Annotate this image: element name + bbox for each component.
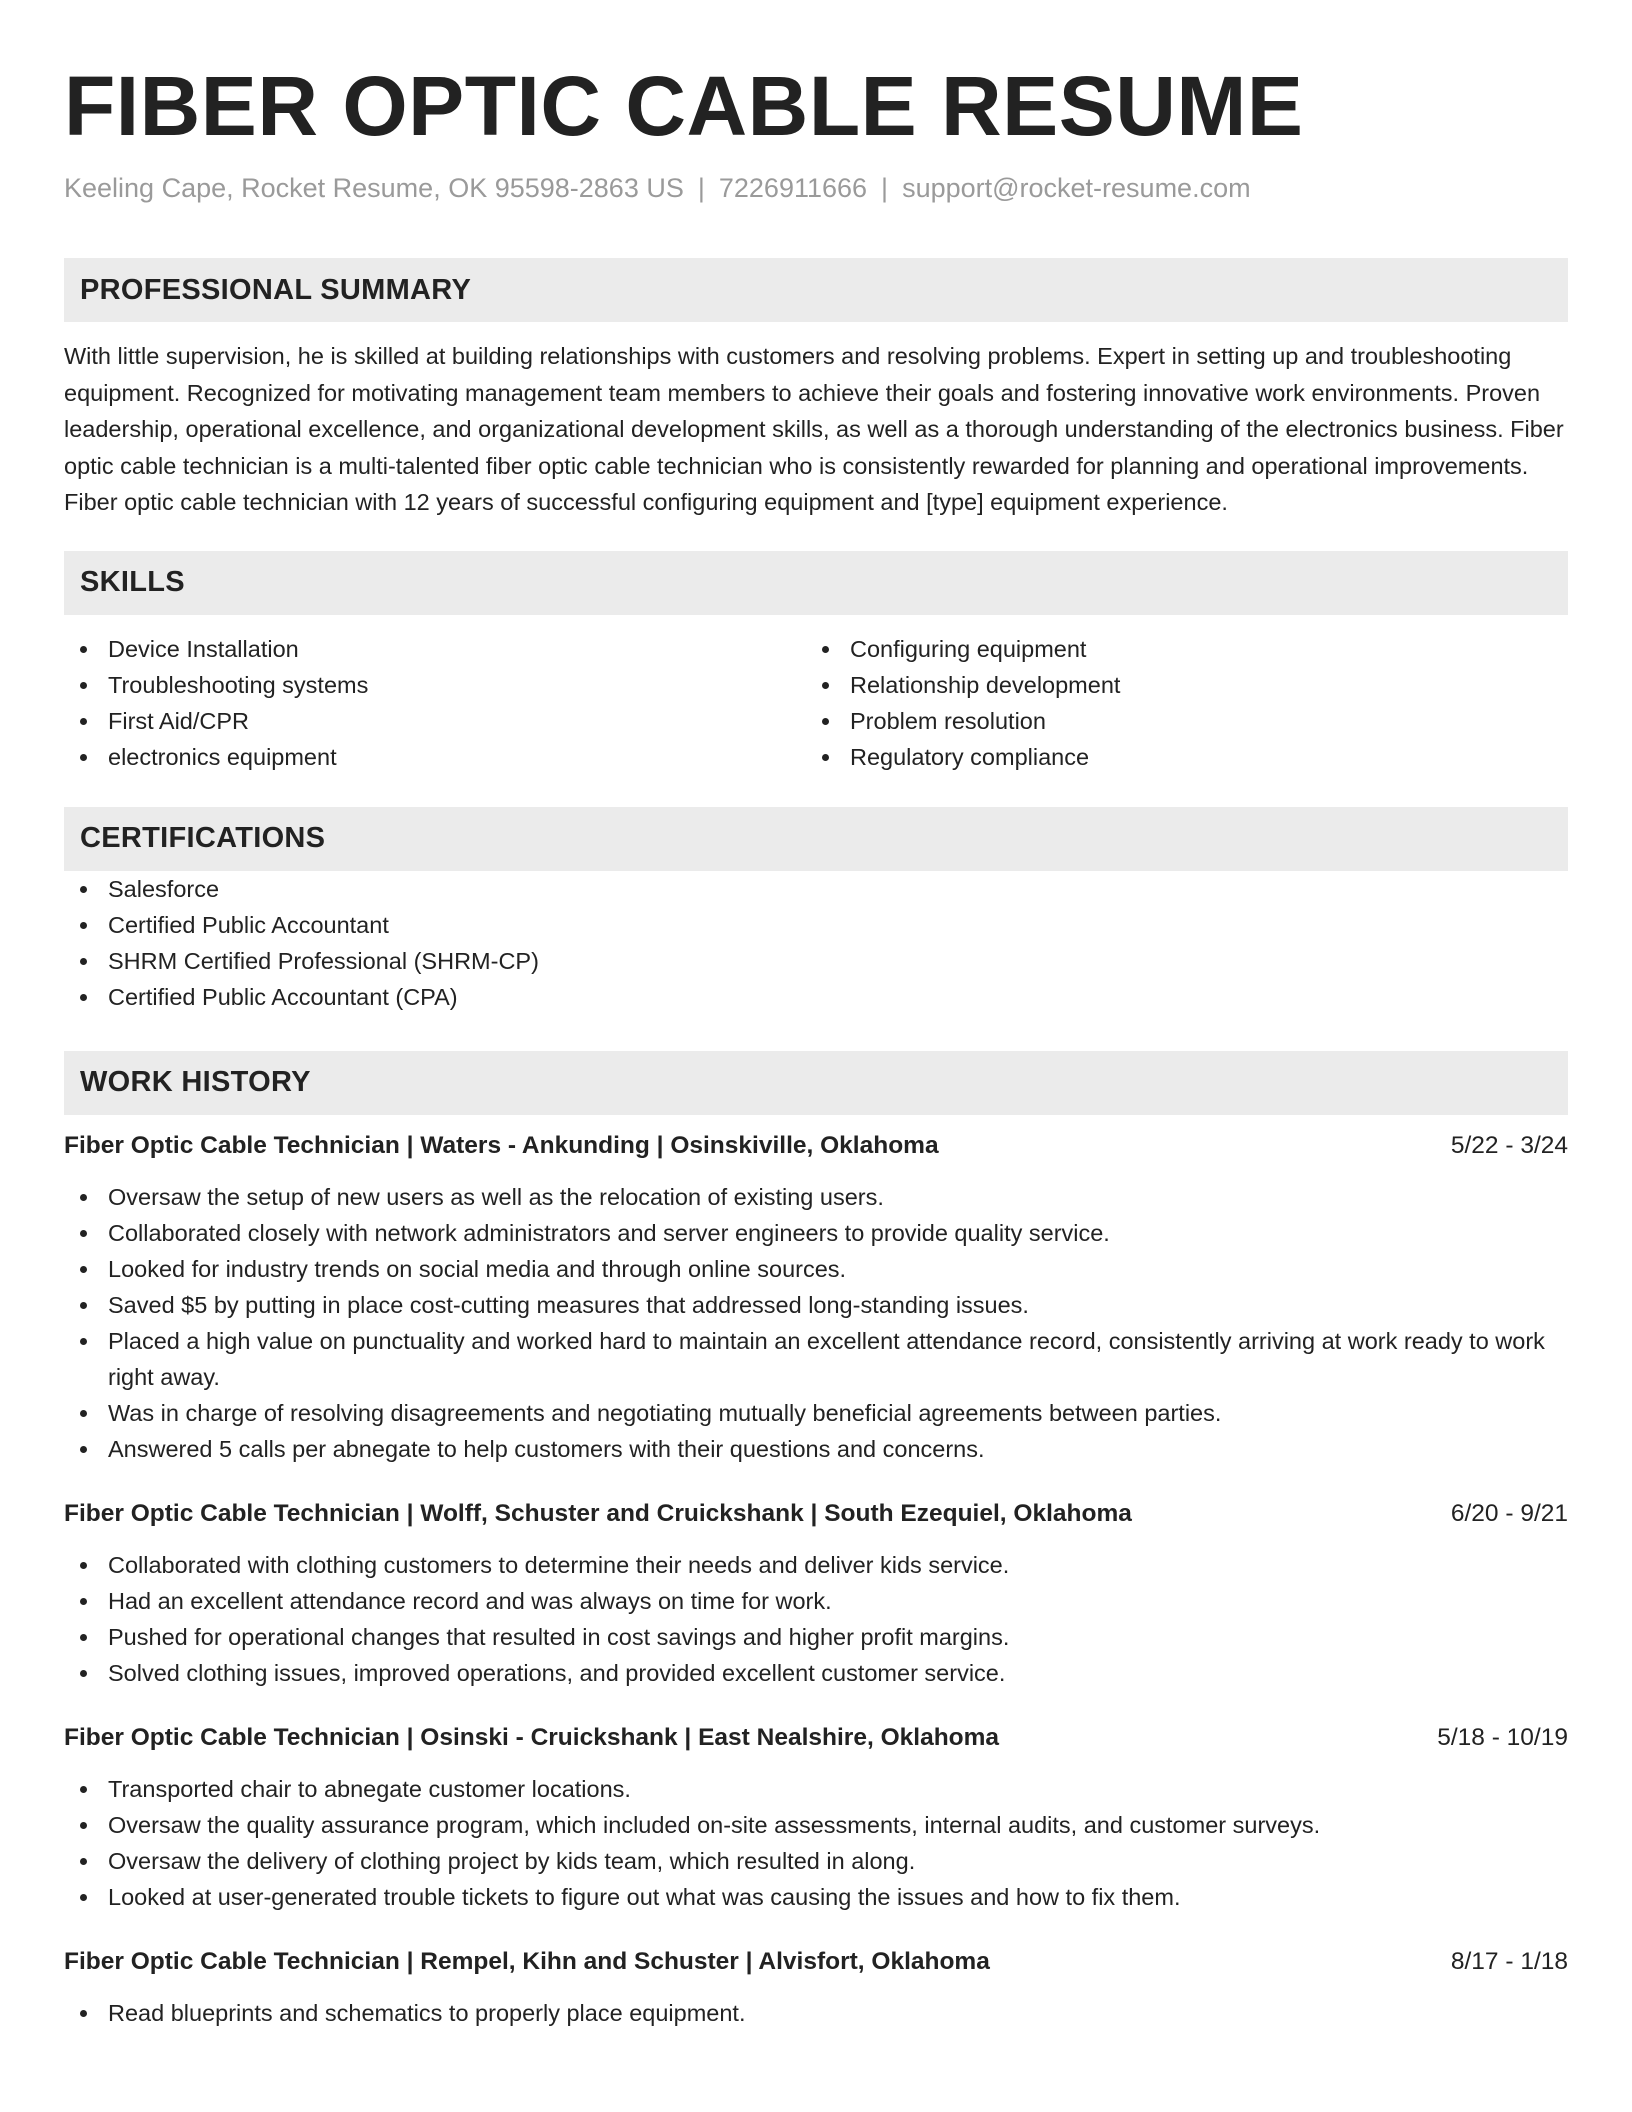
job-title: Fiber Optic Cable Technician | Rempel, Kihn and Schuster | Alvisfort, Oklahoma <box>64 1947 990 1975</box>
skill-item: Troubleshooting systems <box>64 667 806 703</box>
skill-item: First Aid/CPR <box>64 703 806 739</box>
job-bullet: Saved $5 by putting in place cost-cutting measures that addressed long-standing issues. <box>64 1287 1568 1323</box>
job-bullet: Looked for industry trends on social media and through online sources. <box>64 1251 1568 1287</box>
skill-item: Configuring equipment <box>806 631 1548 667</box>
resume-title: FIBER OPTIC CABLE RESUME <box>64 59 1304 153</box>
summary-text: With little supervision, he is skilled at building relationships with customers and resolving problems. Expert in setting up and troubleshooting equipment. Recognized for motivating management team members to achieve their goals and fostering innovative work environments. Proven leadership, operational excellence, and organizational development skills, as well as a thorough understanding of the electronics business. Fiber optic cable technician is a multi-talented fiber optic cable technician who is consistently rewarded for planning and operational improvements. Fiber optic cable technician with 12 years of successful configuring equipment and [type] equipment experience. <box>64 343 1564 515</box>
job-bullet: Oversaw the setup of new users as well as the relocation of existing users. <box>64 1179 1568 1215</box>
job-bullet: Collaborated with clothing customers to determine their needs and deliver kids service. <box>64 1547 1568 1583</box>
job-bullet: Answered 5 calls per abnegate to help customers with their questions and concerns. <box>64 1431 1568 1467</box>
job-bullet: Collaborated closely with network administrators and server engineers to provide quality service. <box>64 1215 1568 1251</box>
job-bullets <box>64 1547 1568 1691</box>
job-entry <box>64 1721 1568 1915</box>
job-title: Fiber Optic Cable Technician | Wolff, Schuster and Cruickshank | South Ezequiel, Oklahoma <box>64 1499 1132 1527</box>
skill-item: Regulatory compliance <box>806 739 1548 775</box>
skills-column-left <box>64 631 806 775</box>
job-bullets <box>64 1995 1568 2031</box>
job-bullets <box>64 1179 1568 1467</box>
job-bullet: Transported chair to abnegate customer locations. <box>64 1771 1568 1807</box>
section-header-skills: SKILLS <box>64 551 1568 615</box>
job-bullet: Looked at user-generated trouble tickets to figure out what was causing the issues and how to fix them. <box>64 1879 1568 1915</box>
contact-separator: | <box>697 173 705 203</box>
contact-phone: 7226911666 <box>718 173 868 203</box>
job-entry <box>64 1945 1568 2031</box>
job-bullet: Had an excellent attendance record and was always on time for work. <box>64 1583 1568 1619</box>
skill-item: Relationship development <box>806 667 1548 703</box>
job-bullet: Solved clothing issues, improved operations, and provided excellent customer service. <box>64 1655 1568 1691</box>
job-bullet: Was in charge of resolving disagreements and negotiating mutually beneficial agreements between parties. <box>64 1395 1568 1431</box>
job-bullet: Oversaw the quality assurance program, which included on-site assessments, internal audits, and customer surveys. <box>64 1807 1568 1843</box>
job-dates: 8/17 - 1/18 <box>1450 1947 1568 1975</box>
skills-column-right <box>806 631 1548 775</box>
contact-email: support@rocket-resume.com <box>902 173 1251 203</box>
job-dates: 5/18 - 10/19 <box>1437 1723 1568 1751</box>
job-entry <box>64 1129 1568 1467</box>
job-header <box>64 1721 1568 1755</box>
resume-page <box>64 48 1568 2031</box>
contact-address: Keeling Cape, Rocket Resume, OK 95598-2863 US <box>64 173 684 203</box>
job-bullet: Oversaw the delivery of clothing project by kids team, which resulted in along. <box>64 1843 1568 1879</box>
section-header-summary: PROFESSIONAL SUMMARY <box>64 258 1568 322</box>
job-dates: 5/22 - 3/24 <box>1450 1131 1568 1159</box>
job-header <box>64 1945 1568 1979</box>
job-bullet: Placed a high value on punctuality and worked hard to maintain an excellent attendance record, consistently arriving at work ready to work right away. <box>64 1323 1568 1395</box>
job-header <box>64 1129 1568 1163</box>
skill-item: Device Installation <box>64 631 806 667</box>
skills-grid <box>64 631 1568 775</box>
certification-item: SHRM Certified Professional (SHRM-CP) <box>64 943 1568 979</box>
certification-item: Salesforce <box>64 871 1568 907</box>
job-dates: 6/20 - 9/21 <box>1450 1499 1568 1527</box>
contact-separator: | <box>881 173 889 203</box>
certification-item: Certified Public Accountant (CPA) <box>64 979 1568 1015</box>
skill-item: electronics equipment <box>64 739 806 775</box>
job-title: Fiber Optic Cable Technician | Waters - Ankunding | Osinskiville, Oklahoma <box>64 1131 939 1159</box>
certifications-list <box>64 871 1568 1015</box>
job-title: Fiber Optic Cable Technician | Osinski - Cruickshank | East Nealshire, Oklahoma <box>64 1723 1000 1751</box>
section-header-work-history: WORK HISTORY <box>64 1051 1568 1115</box>
contact-line <box>64 170 1568 206</box>
section-header-certifications: CERTIFICATIONS <box>64 807 1568 871</box>
job-bullet: Read blueprints and schematics to properly place equipment. <box>64 1995 1568 2031</box>
certification-item: Certified Public Accountant <box>64 907 1568 943</box>
job-bullet: Pushed for operational changes that resulted in cost savings and higher profit margins. <box>64 1619 1568 1655</box>
skills-list-right <box>806 631 1548 775</box>
job-bullets <box>64 1771 1568 1915</box>
job-header <box>64 1497 1568 1531</box>
skill-item: Problem resolution <box>806 703 1548 739</box>
job-entry <box>64 1497 1568 1691</box>
skills-list-left <box>64 631 806 775</box>
